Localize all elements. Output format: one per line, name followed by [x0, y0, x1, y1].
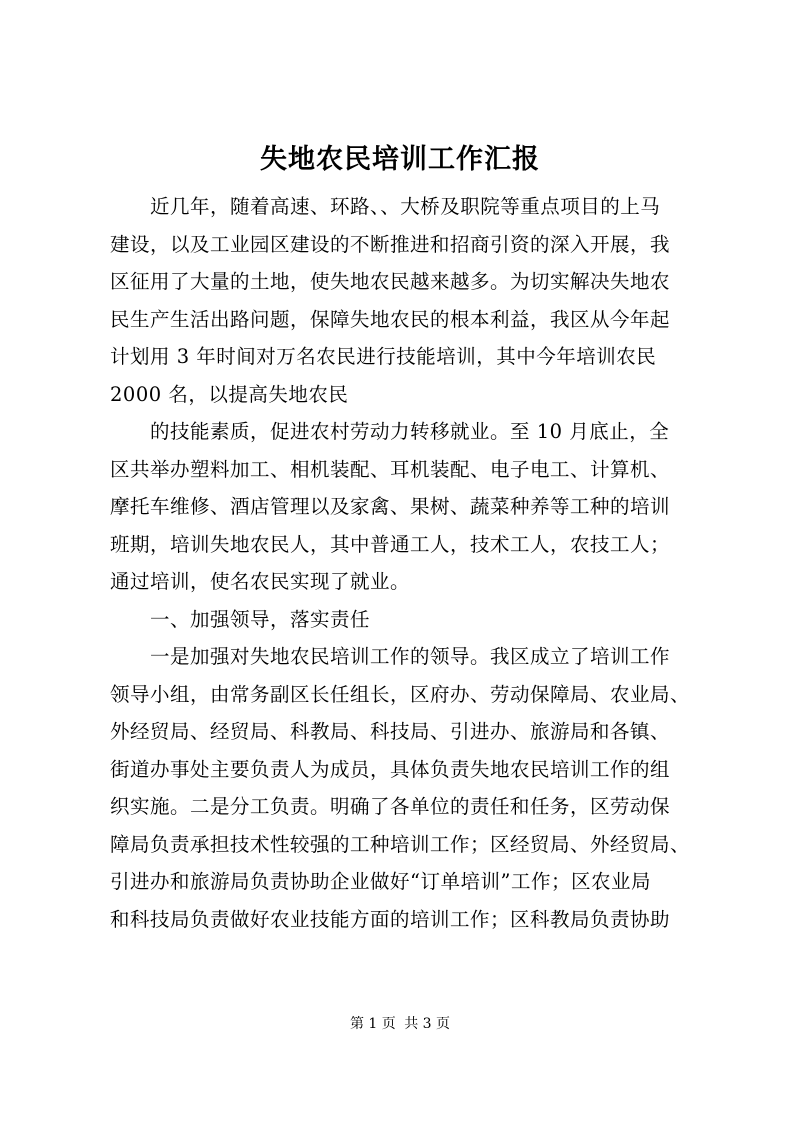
body-line: 一是加强对失地农民培训工作的领导。我区成立了培训工作: [110, 645, 671, 668]
body-line: 外经贸局、经贸局、科教局、科技局、引进办、旅游局和各镇、: [110, 720, 671, 743]
document-title: 失地农民培训工作汇报: [260, 144, 540, 175]
body-line: 区征用了大量的土地，使失地农民越来越多。为切实解决失地农: [110, 270, 671, 293]
body-line: 织实施。二是分工负责。明确了各单位的责任和任务，区劳动保: [110, 795, 671, 818]
body-line: 通过培训，使名农民实现了就业。: [110, 570, 411, 593]
body-line: 引进办和旅游局负责协助企业做好“订单培训”工作；区农业局: [110, 870, 651, 893]
body-line: 近几年，随着高速、环路、、大桥及职院等重点项目的上马: [110, 195, 661, 218]
body-line: 计划用 3 年时间对万名农民进行技能培训，其中今年培训农民: [110, 345, 657, 368]
body-line: 民生产生活出路问题，保障失地农民的根本利益，我区从今年起: [110, 307, 671, 331]
body-line: 区共举办塑料加工、相机装配、耳机装配、电子电工、计算机、: [110, 457, 671, 481]
body-line: 领导小组，由常务副区长任组长，区府办、劳动保障局、农业局、: [110, 682, 691, 706]
body-line: 摩托车维修、酒店管理以及家禽、果树、蔬菜种养等工种的培训: [110, 495, 671, 518]
body-line: 的技能素质，促进农村劳动力转移就业。至 10 月底止，全: [110, 420, 670, 443]
page-footer: [0, 1014, 800, 1034]
body-line: 障局负责承担技术性较强的工种培训工作；区经贸局、外经贸局、: [110, 832, 691, 856]
page-total: 共 3 页: [404, 1016, 451, 1032]
page-number: 第 1 页: [349, 1016, 396, 1032]
body-line: 班期，培训失地农民人，其中普通工人，技术工人，农技工人；: [110, 532, 671, 556]
section-heading: 一、加强领导，落实责任: [110, 607, 371, 631]
document-body: [110, 188, 700, 938]
body-line: 建设，以及工业园区建设的不断推进和招商引资的深入开展，我: [110, 232, 671, 256]
body-line: 2000 名，以提高失地农民: [110, 382, 349, 406]
body-line: 街道办事处主要负责人为成员，具体负责失地农民培训工作的组: [110, 757, 671, 781]
body-line: 和科技局负责做好农业技能方面的培训工作；区科教局负责协助: [110, 907, 671, 931]
